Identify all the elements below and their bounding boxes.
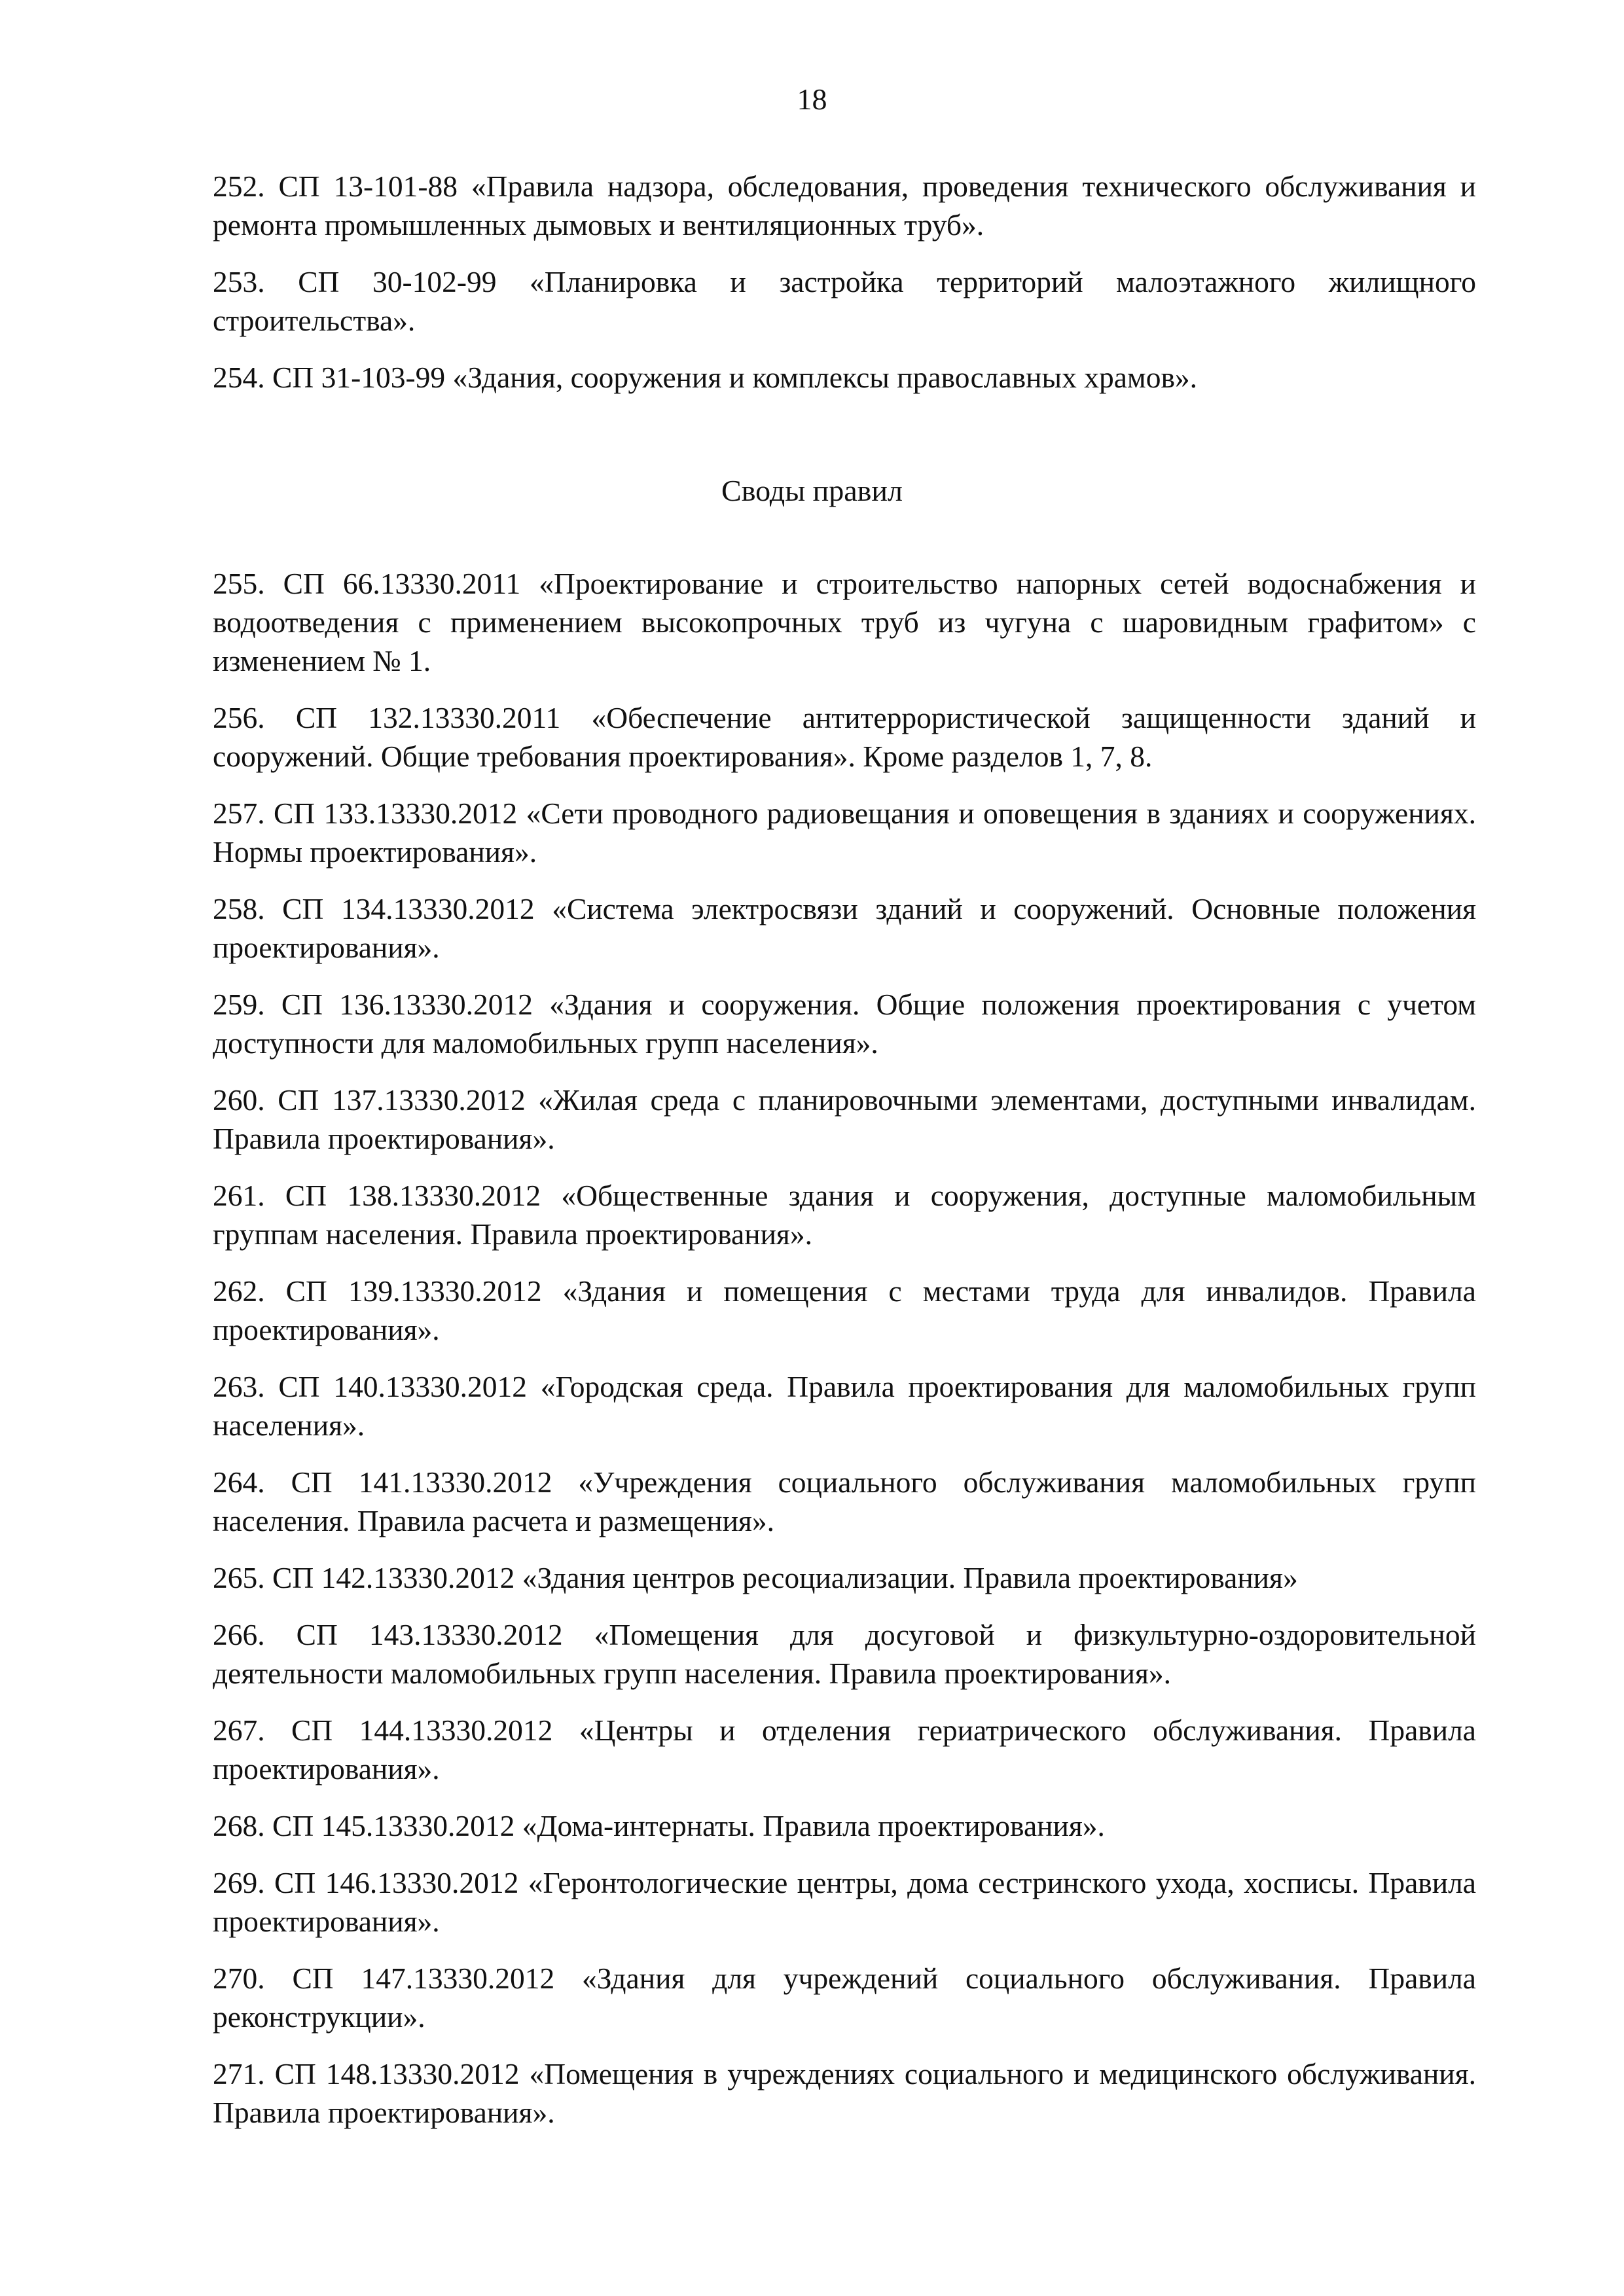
- list-item: [213, 1959, 1476, 2036]
- list-item: [213, 1806, 1476, 1845]
- entry-text: [213, 1463, 1476, 1540]
- list-item: [213, 1615, 1476, 1693]
- entry-number: 255.: [213, 567, 265, 600]
- entry-number: 258.: [213, 892, 265, 925]
- list-item: [213, 1711, 1476, 1788]
- entry-text: [213, 889, 1476, 967]
- entry-number: 264.: [213, 1465, 265, 1499]
- entry-number: 253.: [213, 265, 265, 298]
- list-item: [213, 1558, 1476, 1597]
- entry-text: [213, 1863, 1476, 1941]
- entry-text: [213, 1806, 1476, 1845]
- entry-body: СП 141.13330.2012 «Учреждения социального обслуживания маломобильных групп населения. Правила расчета и размещения».: [213, 1465, 1477, 1537]
- entry-number: 257.: [213, 797, 265, 830]
- entry-text: [213, 1615, 1476, 1693]
- entry-number: 262.: [213, 1274, 265, 1308]
- entry-text: [213, 262, 1476, 340]
- entry-number: 266.: [213, 1618, 265, 1651]
- entry-body: СП 147.13330.2012 «Здания для учреждений социального обслуживания. Правила реконструкции».: [213, 1962, 1477, 2034]
- entry-text: [213, 698, 1476, 776]
- list-item: [213, 889, 1476, 967]
- entry-text: [213, 167, 1476, 244]
- list-item: [213, 564, 1476, 680]
- entry-text: [213, 1176, 1476, 1253]
- entry-body: СП 148.13330.2012 «Помещения в учреждениях социального и медицинского обслуживания. Правила проектирования».: [213, 2057, 1477, 2129]
- list-item: [213, 1081, 1476, 1158]
- entry-number: 269.: [213, 1866, 265, 1899]
- entry-number: 263.: [213, 1370, 265, 1403]
- entry-text: [213, 564, 1476, 680]
- entry-text: [213, 1558, 1476, 1597]
- list-item: [213, 1367, 1476, 1444]
- list-item: [213, 1272, 1476, 1349]
- entry-number: 268.: [213, 1809, 265, 1842]
- entry-text: [213, 794, 1476, 871]
- list-item: [213, 985, 1476, 1062]
- list-item: [213, 1176, 1476, 1253]
- entry-text: [213, 1081, 1476, 1158]
- entry-list-after-heading: [213, 564, 1476, 2150]
- entry-body: СП 31-103-99 «Здания, сооружения и комплексы православных храмов».: [272, 361, 1198, 394]
- entry-number: 252.: [213, 170, 265, 203]
- entry-number: 260.: [213, 1083, 265, 1117]
- entry-body: СП 138.13330.2012 «Общественные здания и сооружения, доступные маломобильным группам населения. Правила проектирования».: [213, 1179, 1476, 1251]
- entry-body: СП 143.13330.2012 «Помещения для досуговой и физкультурно-оздоровительной деятельности маломобильных групп населения. Правила проектирования».: [213, 1618, 1476, 1690]
- list-item: [213, 1863, 1476, 1941]
- entry-number: 256.: [213, 701, 265, 734]
- entry-text: [213, 358, 1476, 397]
- list-item: [213, 698, 1476, 776]
- list-item: [213, 2054, 1476, 2132]
- entry-text: [213, 985, 1476, 1062]
- entry-text: [213, 1367, 1476, 1444]
- entry-body: СП 144.13330.2012 «Центры и отделения гериатрического обслуживания. Правила проектирования».: [213, 1713, 1476, 1785]
- entry-body: СП 145.13330.2012 «Дома-интернаты. Правила проектирования».: [272, 1809, 1105, 1842]
- entry-number: 265.: [213, 1561, 265, 1594]
- entry-number: 259.: [213, 988, 265, 1021]
- entry-number: 267.: [213, 1713, 265, 1747]
- list-item: [213, 1463, 1476, 1540]
- page-number: 18: [797, 82, 827, 116]
- list-item: [213, 262, 1476, 340]
- entry-body: СП 146.13330.2012 «Геронтологические центры, дома сестринского ухода, хосписы. Правила проектирования».: [213, 1866, 1476, 1938]
- entry-body: СП 13-101-88 «Правила надзора, обследования, проведения технического обслуживания и ремонта промышленных дымовых и вентиляционных труб».: [213, 170, 1477, 242]
- entry-number: 270.: [213, 1962, 265, 1995]
- entry-text: [213, 2054, 1476, 2132]
- entry-body: СП 133.13330.2012 «Сети проводного радиовещания и оповещения в зданиях и сооружениях. Нормы проектирования».: [213, 797, 1477, 869]
- entry-body: СП 30-102-99 «Планировка и застройка территорий малоэтажного жилищного строительства».: [213, 265, 1476, 337]
- entry-body: СП 136.13330.2012 «Здания и сооружения. Общие положения проектирования с учетом доступности для маломобильных групп населения».: [213, 988, 1477, 1060]
- entry-text: [213, 1272, 1476, 1349]
- entry-number: 271.: [213, 2057, 265, 2090]
- entry-body: СП 140.13330.2012 «Городская среда. Правила проектирования для маломобильных групп населения».: [213, 1370, 1476, 1442]
- entry-number: 261.: [213, 1179, 265, 1212]
- entry-text: [213, 1959, 1476, 2036]
- entry-body: СП 132.13330.2011 «Обеспечение антитеррористической защищенности зданий и сооружений. Общие требования проектирования». Кроме разделов 1, 7, 8.: [213, 701, 1476, 773]
- entry-body: СП 134.13330.2012 «Система электросвязи зданий и сооружений. Основные положения проектирования».: [213, 892, 1476, 964]
- entry-body: СП 142.13330.2012 «Здания центров ресоциализации. Правила проектирования»: [272, 1561, 1298, 1594]
- entry-body: СП 137.13330.2012 «Жилая среда с планировочными элементами, доступными инвалидам. Правила проектирования».: [213, 1083, 1476, 1155]
- list-item: [213, 167, 1476, 244]
- entry-list-before-heading: [213, 167, 1476, 415]
- entry-number: 254.: [213, 361, 265, 394]
- list-item: [213, 794, 1476, 871]
- entry-body: СП 66.13330.2011 «Проектирование и строительство напорных сетей водоснабжения и водоотведения с применением высокопрочных труб из чугуна с шаровидным графитом» с изменением № 1.: [213, 567, 1477, 677]
- list-item: [213, 358, 1476, 397]
- entry-body: СП 139.13330.2012 «Здания и помещения с местами труда для инвалидов. Правила проектирования».: [213, 1274, 1476, 1346]
- section-heading: Своды правил: [721, 474, 903, 507]
- entry-text: [213, 1711, 1476, 1788]
